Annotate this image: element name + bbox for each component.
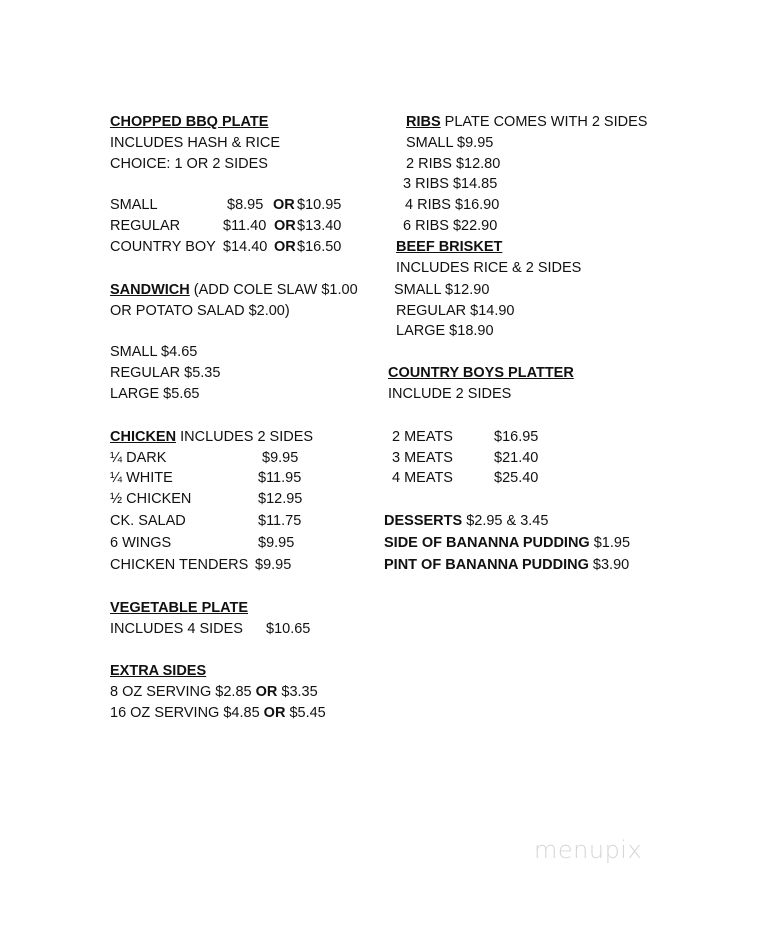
sandwich-note: (ADD COLE SLAW $1.00 bbox=[189, 282, 358, 298]
chicken-heading-line bbox=[110, 428, 313, 446]
chopped-row-price-2: $16.50 bbox=[297, 239, 342, 255]
ribs-note: PLATE COMES WITH 2 SIDES bbox=[440, 114, 648, 130]
pint-pudding-title: PINT OF BANANNA PUDDING bbox=[384, 557, 589, 573]
platter-item-price: $25.40 bbox=[494, 470, 539, 486]
ribs-item: 4 RIBS $16.90 bbox=[405, 197, 500, 213]
ribs-item: SMALL $9.95 bbox=[406, 135, 494, 151]
chicken-item-name: CHICKEN TENDERS bbox=[110, 557, 249, 573]
platter-title: COUNTRY BOYS PLATTER bbox=[388, 365, 574, 381]
extra-sides-alt-price: $3.35 bbox=[277, 684, 318, 700]
sandwich-title: SANDWICH bbox=[110, 282, 190, 298]
extra-sides-row bbox=[110, 683, 318, 701]
extra-sides-serving: 8 OZ SERVING $2.85 bbox=[110, 684, 256, 700]
extra-sides-serving: 16 OZ SERVING $4.85 bbox=[110, 705, 264, 721]
sandwich-note-2: OR POTATO SALAD $2.00) bbox=[110, 303, 290, 319]
platter-item-name: 2 MEATS bbox=[392, 429, 453, 445]
chicken-item-name: 6 WINGS bbox=[110, 535, 172, 551]
extra-sides-title: EXTRA SIDES bbox=[110, 663, 207, 679]
platter-item-price: $21.40 bbox=[494, 450, 539, 466]
beef-brisket-size: REGULAR $14.90 bbox=[396, 303, 515, 319]
pint-pudding-price: $3.90 bbox=[588, 557, 630, 573]
ribs-item: 6 RIBS $22.90 bbox=[403, 218, 498, 234]
beef-brisket-size: LARGE $18.90 bbox=[396, 323, 494, 339]
vegetable-price: $10.65 bbox=[266, 621, 311, 637]
chicken-item-price: $11.95 bbox=[258, 470, 302, 486]
ribs-item: 3 RIBS $14.85 bbox=[403, 176, 498, 192]
ribs-title: RIBS bbox=[406, 114, 441, 130]
platter-item-price: $16.95 bbox=[494, 429, 539, 445]
extra-sides-alt-price: $5.45 bbox=[285, 705, 326, 721]
chopped-row-or: OR bbox=[274, 218, 296, 234]
beef-brisket-size: SMALL $12.90 bbox=[394, 282, 490, 298]
chicken-item-price: $11.75 bbox=[258, 513, 302, 529]
sandwich-size: LARGE $5.65 bbox=[110, 386, 200, 402]
vegetable-title: VEGETABLE PLATE bbox=[110, 600, 249, 616]
extra-sides-row bbox=[110, 704, 326, 722]
chicken-note: INCLUDES 2 SIDES bbox=[176, 429, 314, 445]
ribs-item: 2 RIBS $12.80 bbox=[406, 156, 501, 172]
beef-brisket-includes: INCLUDES RICE & 2 SIDES bbox=[396, 260, 582, 276]
platter-item-name: 3 MEATS bbox=[392, 450, 453, 466]
chicken-item-price: $9.95 bbox=[255, 557, 292, 573]
chicken-item-name: CK. SALAD bbox=[110, 513, 186, 529]
chicken-item-price: $9.95 bbox=[258, 535, 295, 551]
pint-pudding-line bbox=[384, 556, 629, 574]
chicken-item-price: $12.95 bbox=[258, 491, 303, 507]
chopped-row-name: COUNTRY BOY bbox=[110, 239, 216, 255]
chopped-row-name: SMALL bbox=[110, 197, 158, 213]
chopped-bbq-choice: CHOICE: 1 OR 2 SIDES bbox=[110, 156, 268, 172]
beef-brisket-title: BEEF BRISKET bbox=[396, 239, 503, 255]
desserts-title: DESSERTS bbox=[384, 513, 463, 529]
chopped-row-or: OR bbox=[274, 239, 296, 255]
side-pudding-title: SIDE OF BANANNA PUDDING bbox=[384, 535, 590, 551]
menupix-watermark: menupix bbox=[534, 836, 643, 864]
sandwich-heading-line bbox=[110, 281, 358, 299]
chopped-row-price-1: $11.40 bbox=[223, 218, 267, 234]
sandwich-size: SMALL $4.65 bbox=[110, 344, 198, 360]
side-pudding-line bbox=[384, 534, 630, 552]
platter-includes: INCLUDE 2 SIDES bbox=[388, 386, 512, 402]
chicken-title: CHICKEN bbox=[110, 429, 177, 445]
chopped-bbq-title: CHOPPED BBQ PLATE bbox=[110, 114, 269, 130]
chicken-item-name: ½ CHICKEN bbox=[110, 491, 192, 507]
chopped-row-price-1: $8.95 bbox=[227, 197, 264, 213]
chopped-row-price-2: $10.95 bbox=[297, 197, 342, 213]
desserts-price: $2.95 & 3.45 bbox=[462, 513, 549, 529]
chicken-item-name: ¼ WHITE bbox=[110, 470, 173, 486]
chopped-bbq-includes: INCLUDES HASH & RICE bbox=[110, 135, 281, 151]
chopped-row-price-2: $13.40 bbox=[297, 218, 342, 234]
desserts-line bbox=[384, 512, 548, 530]
chicken-item-name: ¼ DARK bbox=[110, 450, 167, 466]
chopped-row-name: REGULAR bbox=[110, 218, 181, 234]
vegetable-includes: INCLUDES 4 SIDES bbox=[110, 621, 243, 637]
chopped-row-price-1: $14.40 bbox=[223, 239, 268, 255]
side-pudding-price: $1.95 bbox=[589, 535, 631, 551]
chicken-item-price: $9.95 bbox=[262, 450, 299, 466]
chopped-row-or: OR bbox=[273, 197, 295, 213]
extra-sides-or: OR bbox=[255, 684, 278, 700]
platter-item-name: 4 MEATS bbox=[392, 470, 453, 486]
ribs-heading-line bbox=[406, 113, 647, 131]
sandwich-size: REGULAR $5.35 bbox=[110, 365, 221, 381]
extra-sides-or: OR bbox=[263, 705, 286, 721]
